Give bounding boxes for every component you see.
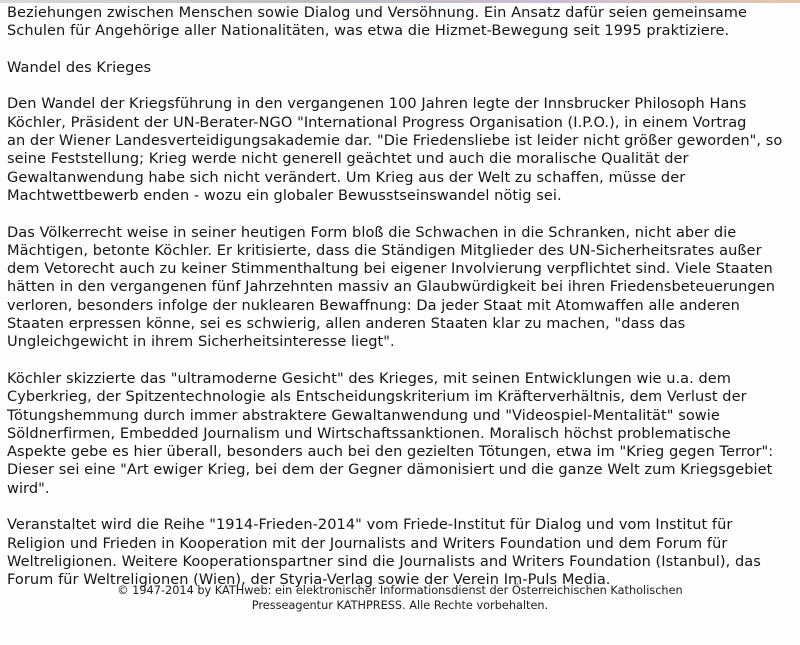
text-line: Religion und Frieden in Kooperation mit der Journalists and Writers Foundation und dem Forum für <box>7 534 728 552</box>
text-line: seine Feststellung; Krieg werde nicht generell geächtet und auch die moralische Qualität der <box>7 150 689 168</box>
text-line: dem Vetorecht auch zu keiner Stimmenthaltung bei eigener Involvierung verpflichtet sind. Viele Staaten <box>7 260 773 278</box>
copyright-line: © 1947-2014 by KATHweb: ein elektronischer Informationsdienst der Österreichischen Katholischen <box>117 584 683 597</box>
text-line: Tötungshemmung durch immer abstraktere Gewaltanwendung und "Videospiel-Mentalität" sowie <box>7 406 720 424</box>
section-heading <box>7 59 795 77</box>
article-body <box>7 4 795 590</box>
paragraph-voelkerrecht <box>7 224 795 352</box>
section-heading-text: Wandel des Krieges <box>7 58 152 76</box>
text-line: Ungleichgewicht in ihrem Sicherheitsinteresse liegt". <box>7 333 395 351</box>
copyright-footer <box>0 583 800 614</box>
text-line: Söldnerfirmen, Embedded Journalism und Wirtschaftssanktionen. Moralisch höchst problematische <box>7 424 731 442</box>
text-line: wird". <box>7 479 50 497</box>
text-line: hätten in den vergangenen fünf Jahrzehnten massiv an Glaubwürdigkeit bei ihren Friedensbeteuerungen <box>7 278 776 296</box>
text-line: Gewaltanwendung habe sich nicht verändert. Um Krieg aus der Welt zu schaffen, müsse der <box>7 168 686 186</box>
text-line: Staaten erpressen könne, sei es schwierig, allen anderen Staaten klar zu machen, "dass das <box>7 315 686 333</box>
text-line: verloren, besonders infolge der nuklearen Bewaffnung: Da jeder Staat mit Atomwaffen alle anderen <box>7 296 740 314</box>
text-line: Köchler, Präsident der UN-Berater-NGO "International Progress Organisation (I.P.O.), in einem Vortrag <box>7 113 747 131</box>
text-line: Beziehungen zwischen Menschen sowie Dialog und Versöhnung. Ein Ansatz dafür seien gemeinsame <box>7 4 748 21</box>
text-line: Veranstaltet wird die Reihe "1914-Frieden-2014" vom Friede-Institut für Dialog und vom Institut für <box>7 516 733 534</box>
text-line: Schulen für Angehörige aller Nationalitäten, was etwa die Hizmet-Bewegung seit 1995 praktiziere. <box>7 22 730 40</box>
text-line: Cyberkrieg, der Spitzentechnologie als Entscheidungskriterium im Kräfterverhältnis, dem Verlust der <box>7 388 747 406</box>
text-line: Das Völkerrecht weise in seiner heutigen Form bloß die Schwachen in die Schranken, nicht aber die <box>7 223 737 241</box>
copyright-line: Presseagentur KATHPRESS. Alle Rechte vorbehalten. <box>251 599 549 613</box>
text-line: Dieser sei eine "Art ewiger Krieg, bei dem der Gegner dämonisiert und die ganze Welt zum Kriegsgebiet <box>7 461 773 479</box>
text-line: Mächtigen, betonte Köchler. Er kritisierte, dass die Ständigen Mitglieder des UN-Sicherheitsrates außer <box>7 241 762 259</box>
text-line: Weltreligionen. Weitere Kooperationspartner sind die Journalists and Writers Foundation (Istanbul), das <box>7 552 761 570</box>
paragraph-gesicht <box>7 370 795 498</box>
text-line: Forum für Weltreligionen (Wien), der Styria-Verlag sowie der Verein Im-Puls Media. <box>7 571 611 589</box>
top-color-stripe <box>0 0 800 3</box>
text-line: Aspekte gebe es hier überall, besonders auch bei den gezielten Tötungen, etwa im "Krieg gegen Terror": <box>7 443 774 461</box>
paragraph-veranstalter <box>7 516 795 589</box>
intro-paragraph <box>7 4 795 41</box>
text-line: Den Wandel der Kriegsführung in den vergangenen 100 Jahren legte der Innsbrucker Philosoph Hans <box>7 95 747 113</box>
text-line: an der Wiener Landesverteidigungsakademie dar. "Die Friedensliebe ist leider nicht größer geworden", so <box>7 132 783 150</box>
paragraph-wandel <box>7 95 795 205</box>
text-line: Machtwettbewerb enden - wozu ein globaler Bewusstseinswandel nötig sei. <box>7 186 562 204</box>
text-line: Köchler skizzierte das "ultramoderne Gesicht" des Krieges, mit seinen Entwicklungen wie u.a. dem <box>7 369 732 387</box>
